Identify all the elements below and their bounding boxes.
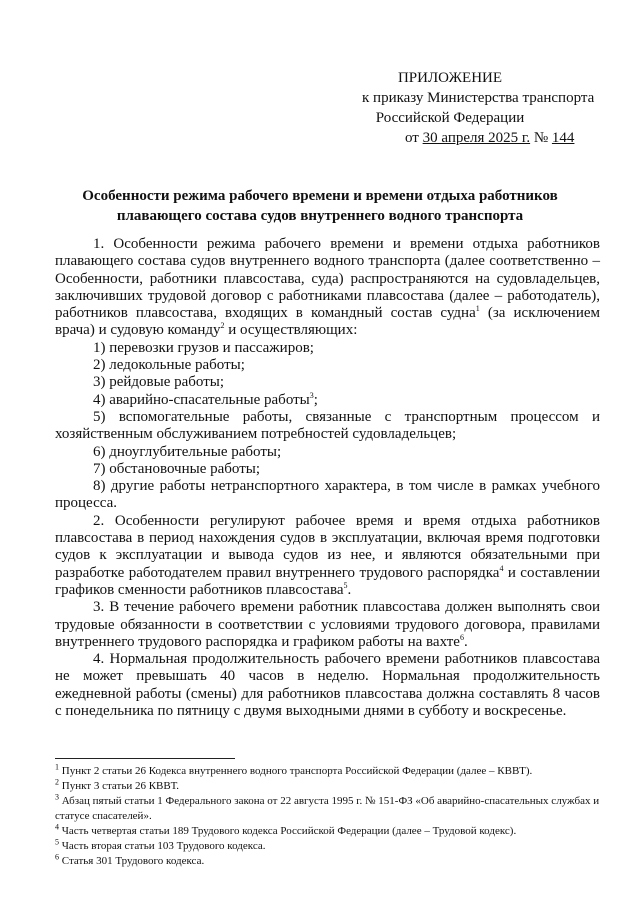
ministry-country: Российской Федерации	[375, 110, 525, 126]
footnotes	[55, 764, 600, 869]
order-reference: к приказу Министерства транспорта	[362, 90, 595, 106]
footnote-6-text: Статья 301 Трудового кодекса.	[59, 855, 205, 867]
list-item-1: 1) перевозки грузов и пассажиров;	[93, 339, 314, 356]
footnote-5-text: Часть вторая статьи 103 Трудового кодекса.	[59, 840, 266, 852]
footnote-6	[55, 854, 600, 869]
paragraph-3-text-a: 3. В течение рабочего времени работник плавсостава должен выполнять свои трудовые обязанности в соответствии с условиями трудового договора, правилами внутреннего трудового распорядка и графиком работы на вахте	[55, 599, 600, 650]
document-body	[55, 236, 600, 720]
footnote-1-text: Пункт 2 статьи 26 Кодекса внутреннего водного транспорта Российской Федерации (далее – КВВТ).	[59, 765, 533, 777]
footnote-4	[55, 824, 600, 839]
paragraph-2	[55, 513, 600, 599]
document-title	[60, 186, 580, 226]
footnote-ref-1: 1	[475, 304, 480, 314]
order-date: 30 апреля 2025 г.	[422, 130, 531, 146]
footnote-ref-4: 4	[499, 563, 504, 573]
appendix-header	[300, 68, 600, 148]
appendix-label: ПРИЛОЖЕНИЕ	[397, 70, 503, 86]
paragraph-4: 4. Нормальная продолжительность рабочего времени работников плавсостава не может превышать 40 часов в неделю. Нормальная продолжительность ежедневной работы (смены) для работников плавсостава должна составлять 8 часов с понедельника по пятницу с двумя выходными днями в субботу и воскресенье.	[55, 651, 600, 720]
footnote-1	[55, 764, 600, 779]
footnote-ref-2: 2	[220, 321, 225, 331]
footnote-4-text: Часть четвертая статьи 189 Трудового кодекса Российской Федерации (далее – Трудовой кодекс).	[59, 825, 517, 837]
paragraph-2-text-a: 2. Особенности регулируют рабочее время и время отдыха работников плавсостава в период нахождения судов в эксплуатации, включая время подготовки судов к эксплуатации и вывода судов из нее, и являются обязательными при разработке работодателем правил внутреннего трудового распорядка	[55, 512, 600, 581]
footnote-1-number: 1	[55, 762, 59, 772]
list-item-7: 7) обстановочные работы;	[93, 460, 260, 477]
footnote-3-text: Абзац пятый статьи 1 Федерального закона от 22 августа 1995 г. № 151-ФЗ «Об аварийно-спасательных службах и статусе спасателей».	[55, 795, 600, 822]
list-item-6: 6) дноуглубительные работы;	[93, 443, 282, 460]
title-line-1: Особенности режима рабочего времени и времени отдыха работников	[82, 188, 558, 204]
footnote-3	[55, 794, 600, 824]
list-item-8: 8) другие работы нетранспортного характера, в том числе в рамках учебного процесса.	[55, 478, 600, 512]
paragraph-2-text-b: и составлении графиков сменности работников плавсостава	[55, 564, 600, 598]
list-item-4-text: 4) аварийно-спасательные работы	[93, 391, 310, 408]
footnote-5	[55, 839, 600, 854]
footnote-4-number: 4	[55, 822, 59, 832]
footnote-2-number: 2	[55, 777, 59, 787]
paragraph-1-text-a: 1. Особенности режима рабочего времени и времени отдыха работников плавающего состава судов внутреннего водного транспорта (далее соответственно – Особенности, работники плавсостава, суда) распространяются на судовладельцев, заключивших трудовой договор с работниками плавсостава (далее – работодатель), работников плавсостава, входящих в командный состав судна	[55, 236, 600, 322]
title-line-2: плавающего состава судов внутреннего водного транспорта	[116, 208, 524, 224]
footnote-2-text: Пункт 3 статьи 26 КВВТ.	[59, 780, 179, 792]
footnote-3-number: 3	[55, 792, 59, 802]
order-number: 144	[551, 130, 575, 146]
footnote-separator	[55, 758, 235, 759]
list-item-5: 5) вспомогательные работы, связанные с транспортным процессом и хозяйственным обслуживанием потребностей судовладельцев;	[55, 408, 600, 443]
list-item-2: 2) ледокольные работы;	[93, 357, 245, 374]
footnote-5-number: 5	[55, 837, 59, 847]
list-item-3: 3) рейдовые работы;	[93, 374, 225, 391]
footnote-ref-5: 5	[343, 580, 348, 590]
paragraph-2-text-c: .	[347, 581, 352, 598]
paragraph-1	[55, 236, 600, 340]
paragraph-3-text-b: .	[463, 633, 468, 650]
date-prefix: от	[405, 130, 423, 146]
order-date-line	[300, 128, 600, 148]
number-prefix: №	[530, 130, 552, 146]
footnote-ref-6: 6	[459, 632, 464, 642]
paragraph-1-text-b: (за исключением врача) и судовую команду	[55, 305, 601, 339]
footnote-6-number: 6	[55, 852, 59, 862]
footnote-2	[55, 779, 600, 794]
paragraph-1-text-c: и осуществляющих:	[224, 322, 358, 339]
list-item-4-end: ;	[313, 391, 318, 408]
list-item-4	[55, 392, 600, 409]
paragraph-3	[55, 599, 600, 651]
footnote-ref-3: 3	[309, 390, 314, 400]
